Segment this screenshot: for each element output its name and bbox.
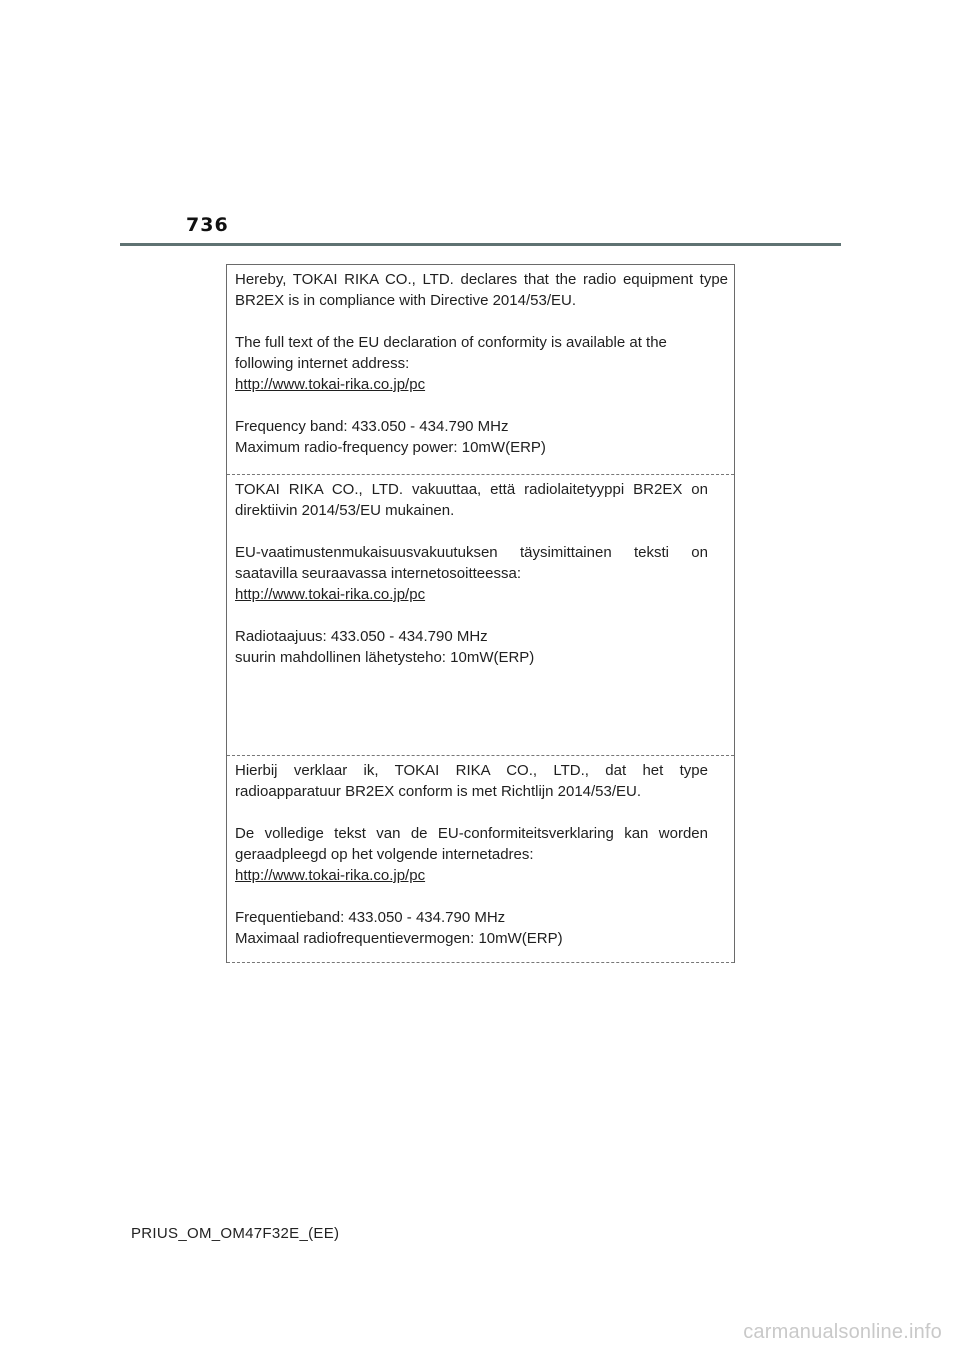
declaration-section-english	[227, 265, 734, 475]
watermark: carmanualsonline.info	[743, 1321, 942, 1343]
declaration-box	[226, 264, 735, 963]
declaration-specs: Radiotaajuus: 433.050 - 434.790 MHz suurin mahdollinen lähetysteho: 10mW(ERP)	[235, 628, 535, 666]
declaration-availability: The full text of the EU declaration of conformity is available at the following internet address:	[235, 334, 667, 372]
declaration-statement: Hierbij verklaar ik, TOKAI RIKA CO., LTD., dat het type radioapparatuur BR2EX conform is met Richtlijn 2014/53/EU.	[235, 762, 708, 800]
declaration-link[interactable]: http://www.tokai-rika.co.jp/pc	[235, 586, 426, 603]
header-rule	[120, 243, 841, 246]
declaration-specs: Frequency band: 433.050 - 434.790 MHz Maximum radio-frequency power: 10mW(ERP)	[235, 418, 546, 456]
document-code: PRIUS_OM_OM47F32E_(EE)	[131, 1225, 340, 1242]
declaration-statement: TOKAI RIKA CO., LTD. vakuuttaa, että radiolaitetyyppi BR2EX on direktiivin 2014/53/EU mukainen.	[235, 481, 708, 519]
declaration-link[interactable]: http://www.tokai-rika.co.jp/pc	[235, 867, 426, 884]
declaration-availability: De volledige tekst van de EU-conformiteitsverklaring kan worden geraadpleegd op het volgende internetadres:	[235, 825, 708, 863]
declaration-specs: Frequentieband: 433.050 - 434.790 MHz Maximaal radiofrequentievermogen: 10mW(ERP)	[235, 909, 563, 947]
declaration-section-dutch	[227, 756, 734, 963]
declaration-link-line	[235, 584, 708, 605]
page-number: 736	[186, 214, 229, 236]
declaration-link[interactable]: http://www.tokai-rika.co.jp/pc	[235, 376, 426, 393]
declaration-link-line	[235, 374, 728, 395]
declaration-availability: EU-vaatimustenmukaisuusvakuutuksen täysimittainen teksti on saatavilla seuraavassa internetosoitteessa:	[235, 544, 708, 582]
declaration-section-finnish	[227, 475, 734, 756]
declaration-statement: Hereby, TOKAI RIKA CO., LTD. declares that the radio equipment type BR2EX is in compliance with Directive 2014/53/EU.	[235, 271, 728, 309]
declaration-link-line	[235, 865, 708, 886]
